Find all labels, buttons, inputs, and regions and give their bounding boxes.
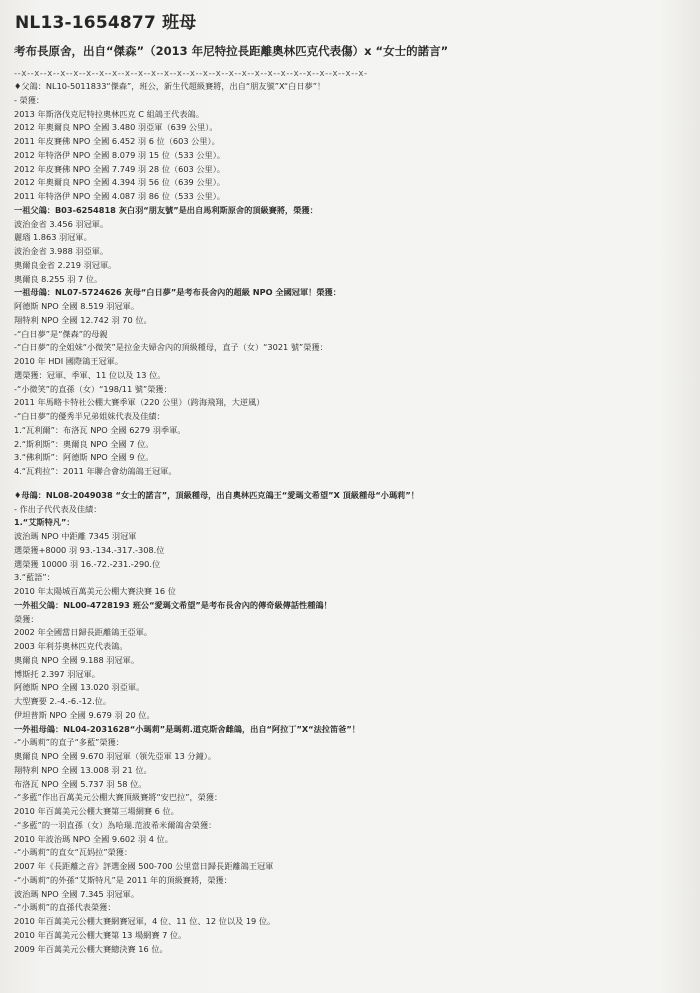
text-line: 奧爾良 NPO 全國 9.670 羽冠軍（領先亞軍 13 分鐘）。: [14, 751, 217, 761]
text-line: 2011 年皮賽佛 NPO 全國 6.452 羽 6 位（603 公里）。: [14, 136, 220, 146]
text-line: 一祖母鴿：NL07-5724626 灰母“白日夢”是考布長舍內的超級 NPO 全國冠軍！榮獲：: [14, 287, 341, 298]
text-line: 2013 年斯洛伐克尼特拉奧林匹克 C 組鴿王代表鴿。: [14, 108, 204, 119]
text-line: 波治金省 3.456 羽冠軍。: [14, 218, 109, 229]
text-line: 一外祖母鴿：NL04-2031628“小瑪莉”是瑪莉.道克斯舍雌鴿，出自“阿拉丁”X“法拉笛爸”！: [14, 723, 360, 734]
text-line: -“多藍”的一羽直孫（女）為哈瑞.范波希米爾鴿舍榮獲：: [14, 819, 217, 830]
text-line: -“多藍”作出百萬美元公棚大賽頂級賽將“安巴拉”，榮獲：: [14, 792, 223, 803]
text-line: 麗瑙 1.863 羽冠軍。: [14, 232, 92, 243]
text-line: 奧爾良 NPO 全國 9.188 羽冠軍。: [14, 654, 140, 665]
text-line: -“小瑪莉”的直子“多藍”榮獲：: [14, 737, 124, 748]
text-line: [14, 479, 686, 489]
text-line: 奧爾良金省 2.219 羽冠軍。: [14, 259, 117, 270]
page-subtitle: 考布長原舍，出自“傑森”（2013 年尼特拉長距離奧林匹克代表傷）x “女士的諾言”: [14, 44, 449, 58]
text-line: 2010 年波治瑪 NPO 全國 9.602 羽 4 位。: [14, 833, 173, 844]
text-line: 2011 年馬略卡特社公棚大賽季軍（220 公里）（跨海飛翔，大逆風）: [14, 397, 265, 408]
text-line: -“白日夢”的全姐妹“小微笑”是拉金夫婦舍內的頂級種母，直子（女）“3021 號”榮獲：: [14, 342, 328, 353]
text-line: 2010 年百萬美元公棚大賽第三場網賽 6 位。: [14, 806, 179, 816]
pedigree-text-lines: [14, 80, 686, 956]
separator-line: --x--x--x--x--x--x--x--x--x--x--x--x--x--x--x--x--x--x--x--x--x--x--x--x--x--x--x-: [14, 69, 368, 79]
text-line: 選榮獲 10000 羽 16.-72.-231.-290.位: [14, 558, 161, 569]
page-title: NL13-1654877 班母: [15, 13, 197, 33]
text-line: 2010 年太陽城百萬美元公棚大賽決賽 16 位: [14, 586, 176, 596]
text-line: 伊坦普斯 NPO 全國 9.679 羽 20 位。: [14, 709, 155, 720]
text-line: -“小微笑”的直孫（女）“198/11 號”榮獲：: [14, 383, 172, 394]
text-line: 選榮獲+8000 羽 93.-134.-317.-308.位: [14, 544, 165, 555]
text-line: 榮獲：: [14, 613, 39, 624]
text-line: 2012 年皮賽佛 NPO 全國 7.749 羽 28 位（603 公里）。: [14, 163, 225, 174]
text-line: 大型賽要 2.-4.-6.-12.位。: [14, 696, 112, 706]
text-line: 一祖父鴿：B03-6254818 灰白羽“朋友號”是出自馬利斯原舍的頂級賽將，榮獲：: [14, 204, 318, 215]
text-line: 1.“艾斯特凡”：: [14, 517, 75, 528]
text-line: 2002 年全國當日歸長距離鴿王亞軍。: [14, 627, 153, 638]
text-line: 2012 年特洛伊 NPO 全國 8.079 羽 15 位（533 公里）。: [14, 149, 225, 160]
text-line: 波治瑪 NPO 全國 7.345 羽冠軍。: [14, 888, 140, 899]
text-line: 4.“瓦莉拉”：2011 年聯合會幼鴿鴿王冠軍。: [14, 466, 177, 476]
text-line: 波治金省 3.988 羽亞軍。: [14, 246, 109, 256]
text-line: -“白日夢”的優秀半兄弟姐妹代表及佳績：: [14, 411, 165, 421]
text-line: 2011 年特洛伊 NPO 全國 4.087 羽 86 位（533 公里）。: [14, 191, 225, 201]
text-line: 波治瑪 NPO 中距離 7345 羽冠軍: [14, 531, 137, 541]
text-line: 翔特利 NPO 全國 13.008 羽 21 位。: [14, 764, 152, 775]
text-line: - 作出子代代表及佳績：: [14, 503, 102, 514]
text-line: 一外祖父鴿：NL00-4728193 班公“愛瑪文希望”是考布長舍內的傳奇級傳話性種鴿！: [14, 599, 332, 610]
text-line: 奧爾良 8.255 羽 7 位。: [14, 273, 103, 284]
text-line: 布洛瓦 NPO 全國 5.737 羽 58 位。: [14, 778, 147, 789]
text-line: 2009 年百萬美元公棚大賽總決賽 16 位。: [14, 943, 168, 954]
text-line: -“白日夢”是“傑森”的母親: [14, 328, 108, 339]
text-line: 選榮獲：冠軍、季軍、11 位以及 13 位。: [14, 369, 166, 380]
text-line: 2012 年奧爾良 NPO 全國 3.480 羽亞軍（639 公里）。: [14, 122, 218, 133]
text-line: 2007 年《長距離之音》評選金國 500-700 公里當日歸長距離鴿王冠軍: [14, 861, 274, 871]
text-line: 2010 年百萬美元公棚大賽網賽冠軍，4 位、11 位、12 位以及 19 位。: [14, 916, 276, 926]
text-line: 2012 年奧爾良 NPO 全國 4.394 羽 56 位（639 公里）。: [14, 177, 225, 188]
text-line: ♦父鴿：NL10-5011833“傑森”，班公，新生代超級賽將，出自“朋友號”X“白日夢”！: [14, 81, 326, 91]
text-line: 2010 年百萬美元公棚大賽第 13 場網賽 7 位。: [14, 929, 187, 940]
text-line: 2.“斯利斯”：奧爾良 NPO 全國 7 位。: [14, 438, 154, 449]
text-line: ♦母鴿：NL08-2049038 “女士的諾言”，頂級種母，出自奧林匹克鴿王“愛瑪文希望”X 頂級種母“小瑪莉”！: [14, 489, 419, 500]
text-line: 博斯托 2.397 羽冠軍。: [14, 668, 100, 679]
text-line: 2010 年 HDI 國際鴿王冠軍。: [14, 356, 124, 366]
text-line: 翔特利 NPO 全國 12.742 羽 70 位。: [14, 314, 152, 325]
text-line: -“小瑪莉”的直女“瓦妈拉”榮獲：: [14, 847, 133, 858]
text-line: 2003 年利芬奧林匹克代表鴿。: [14, 641, 128, 651]
text-line: 3.“藍語”：: [14, 572, 55, 583]
text-line: 阿德斯 NPO 全國 8.519 羽冠軍。: [14, 301, 140, 311]
text-line: 阿德斯 NPO 全國 13.020 羽亞軍。: [14, 682, 145, 693]
text-line: -“小瑪莉”的外孫“艾斯特凡”是 2011 年的頂級賽將，榮獲：: [14, 874, 232, 885]
text-line: 1.“瓦利爾”：布洛瓦 NPO 全國 6279 羽季軍。: [14, 424, 186, 435]
text-line: -“小瑪莉”的直孫代表榮獲：: [14, 902, 116, 913]
text-line: - 榮獲：: [14, 94, 45, 105]
text-line: 3.“佛利斯”：阿德斯 NPO 全國 9 位。: [14, 452, 154, 463]
